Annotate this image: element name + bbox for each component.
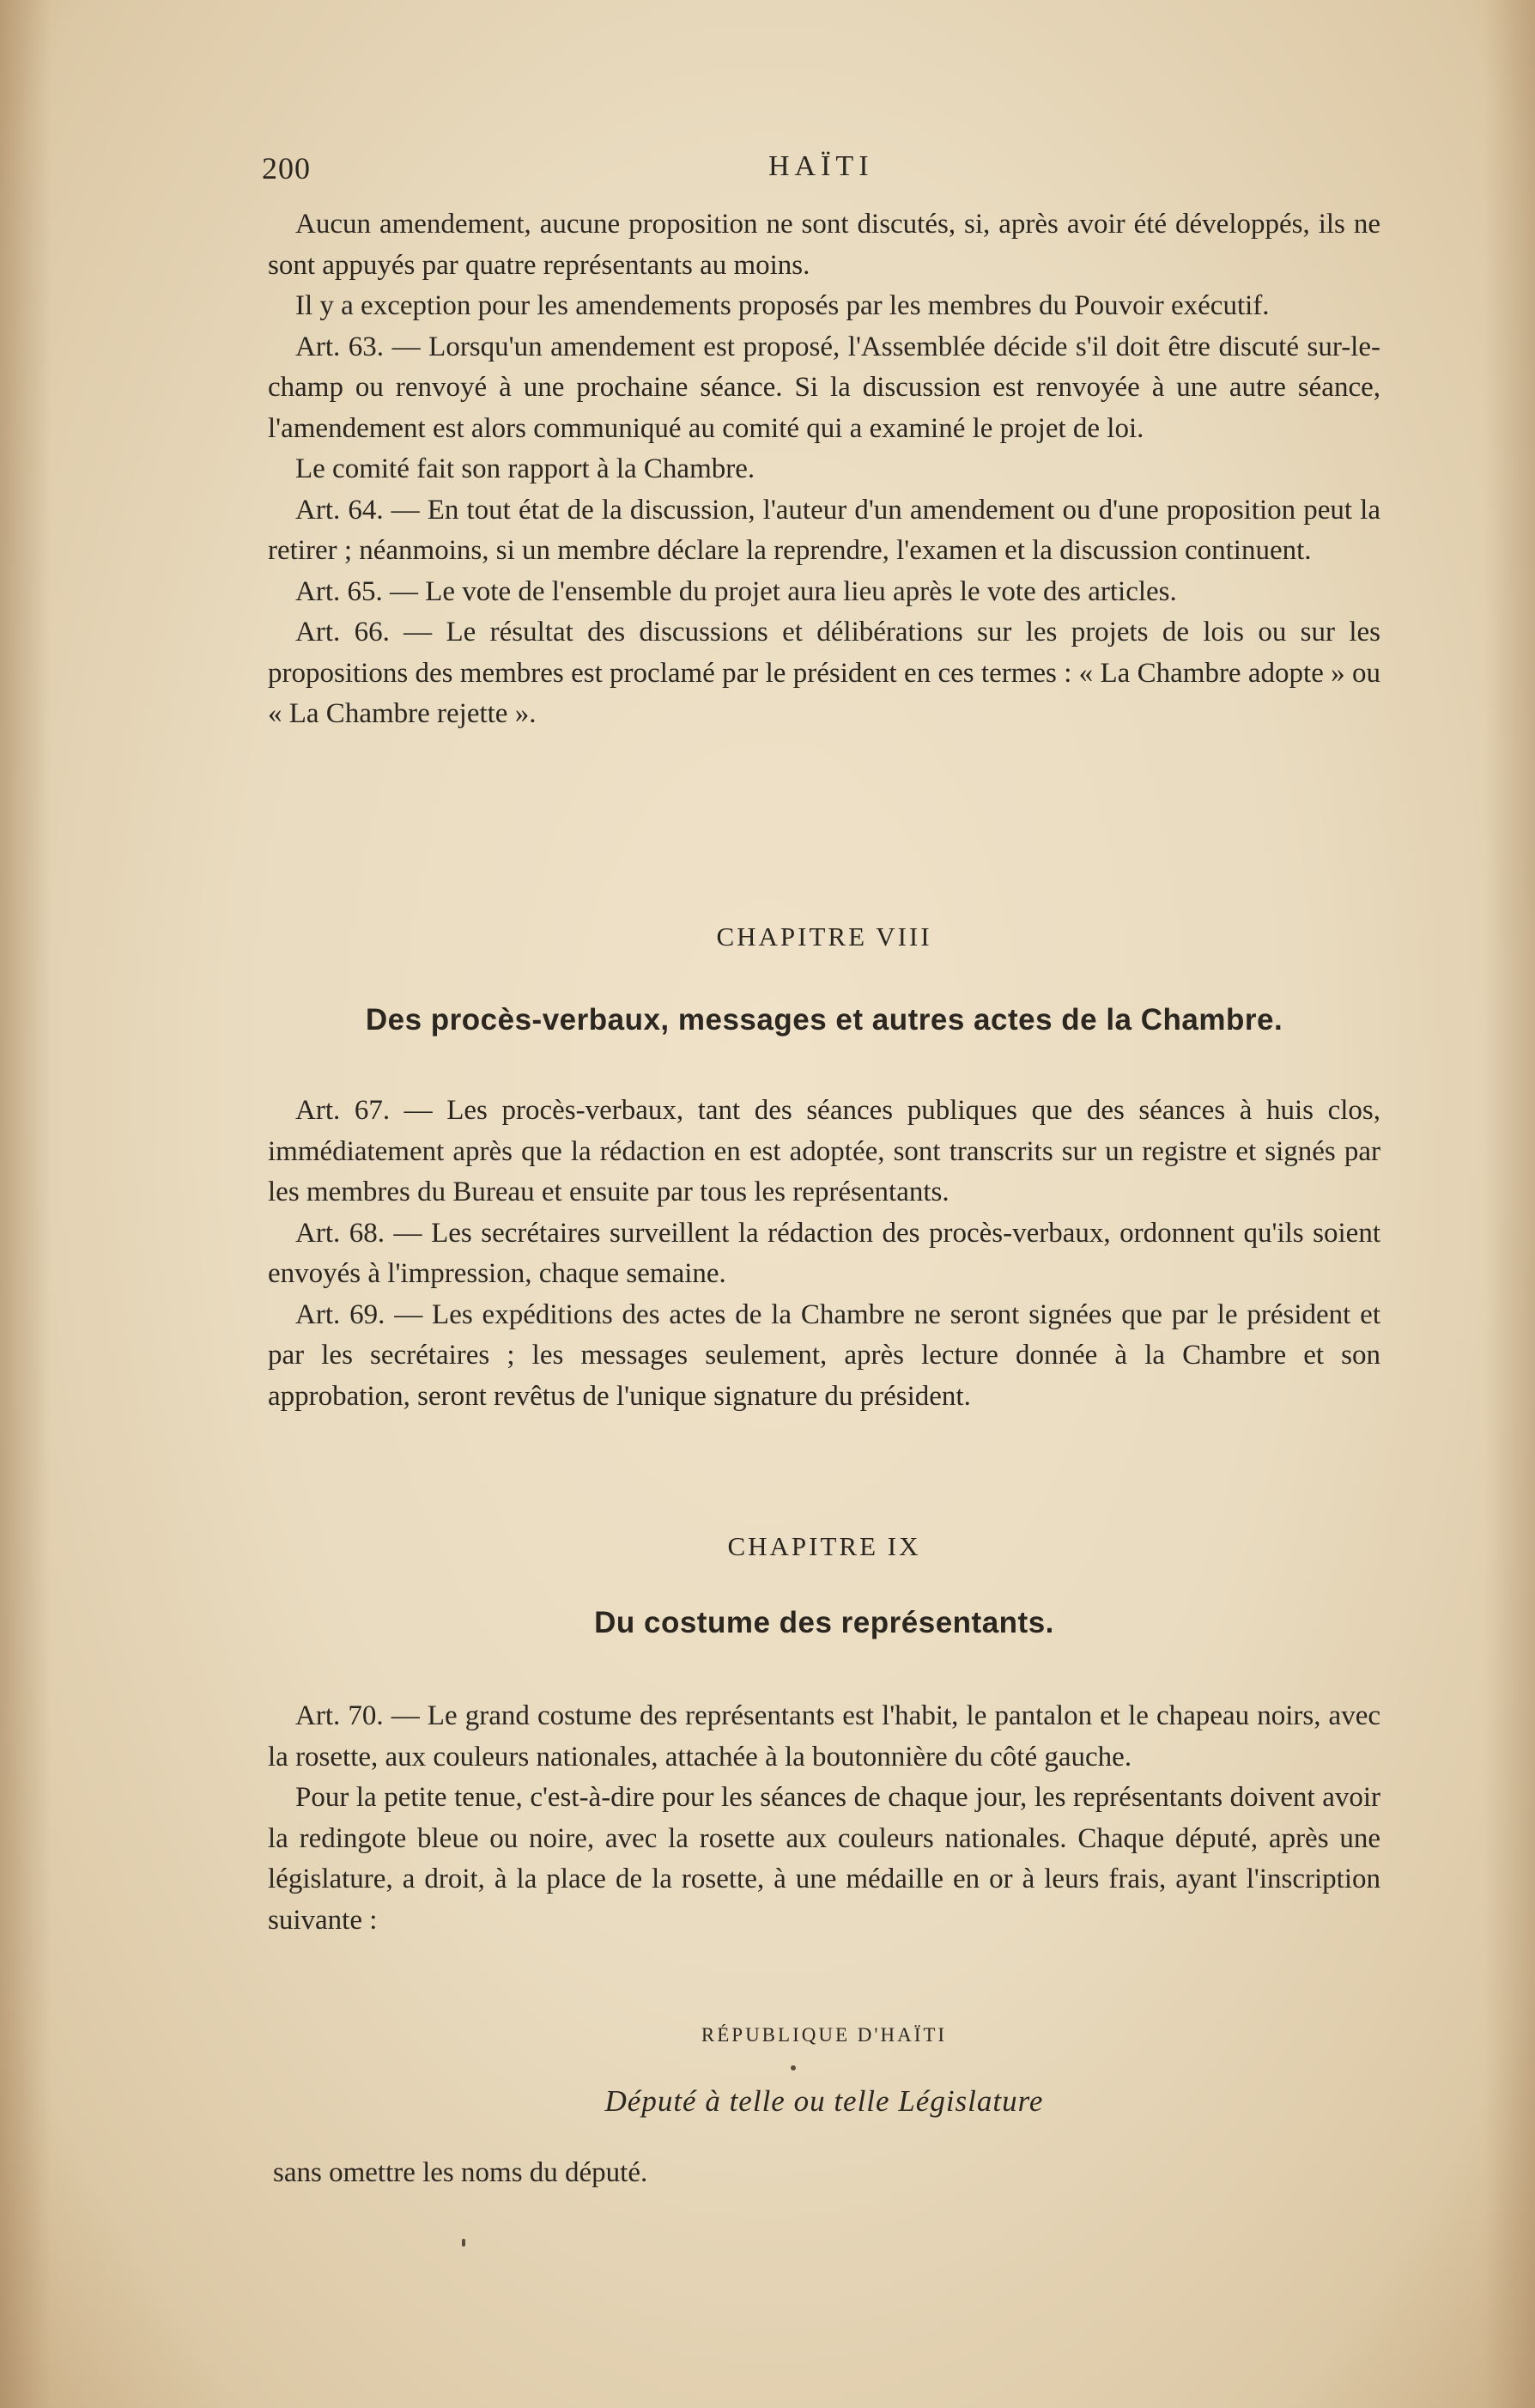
- paragraph: Art. 70. — Le grand costume des représentants est l'habit, le pantalon et le chapeau noirs, avec la rosette, aux couleurs nationales, attachée à la boutonnière du côté gauche.: [268, 1700, 1380, 1773]
- separator-dot: [791, 2065, 796, 2071]
- paragraph: Art. 68. — Les secrétaires surveillent la rédaction des procès-verbaux, ordonnent qu'ils soient envoyés à l'impression, chaque semaine.: [268, 1217, 1380, 1289]
- closing-line: sans omettre les noms du député.: [273, 2157, 648, 2188]
- text-block-articles-62-66: [268, 204, 1380, 735]
- paragraph: Art. 65. — Le vote de l'ensemble du projet aura lieu après le vote des articles.: [295, 575, 1177, 607]
- paragraph: Art. 64. — En tout état de la discussion, l'auteur d'un amendement ou d'une proposition peut la retirer ; néanmoins, si un membre déclare la reprendre, l'examen et la discussion continuent.: [268, 494, 1380, 566]
- inscription-formula: Député à telle ou telle Législature: [604, 2084, 1044, 2118]
- paragraph: Il y a exception pour les amendements proposés par les membres du Pouvoir exécutif.: [295, 290, 1270, 321]
- chapter-9-title: Du costume des représentants.: [594, 1606, 1054, 1639]
- paragraph: Le comité fait son rapport à la Chambre.: [295, 453, 755, 484]
- paragraph: Aucun amendement, aucune proposition ne sont discutés, si, après avoir été développés, ils ne sont appuyés par quatre représentants au moins.: [268, 209, 1380, 281]
- page-number: 200: [262, 151, 311, 185]
- paragraph: Art. 63. — Lorsqu'un amendement est proposé, l'Assemblée décide s'il doit être discuté sur-le-champ ou renvoyé à une prochaine séance. Si la discussion est renvoyée à une autre séance, l'amendement est alors communiqué au comité qui a examiné le projet de loi.: [268, 331, 1380, 444]
- text-block-articles-67-69: [268, 1091, 1380, 1417]
- paragraph: Pour la petite tenue, c'est-à-dire pour les séances de chaque jour, les représentants doivent avoir la redingote bleue ou noire, avec la rosette aux couleurs nationales. Chaque député, après une législature, a droit, à la place de la rosette, à une médaille en or à leurs frais, ayant l'inscription suivante :: [268, 1782, 1380, 1936]
- print-speck: [462, 2239, 465, 2247]
- paragraph: Art. 66. — Le résultat des discussions et délibérations sur les projets de lois ou sur les propositions des membres est proclamé par le président en ces termes : « La Chambre adopte » ou « La Chambre rejette ».: [268, 617, 1380, 729]
- page-header: [262, 150, 1378, 193]
- text-block-article-70: [268, 1696, 1380, 1941]
- page-edge-shadow-right: [1483, 0, 1535, 2408]
- running-head: HAÏTI: [768, 150, 874, 182]
- chapter-9-heading: CHAPITRE IX: [727, 1531, 921, 1561]
- paragraph: Art. 69. — Les expéditions des actes de la Chambre ne seront signées que par le président et par les secrétaires ; les messages seulement, après lecture donnée à la Chambre et son approbation, seront revêtus de l'unique signature du président.: [268, 1298, 1380, 1412]
- paragraph: Art. 67. — Les procès-verbaux, tant des séances publiques que des séances à huis clos, immédiatement après que la rédaction en est adoptée, sont transcrits sur un registre et signés par les membres du Bureau et ensuite par tous les représentants.: [268, 1095, 1380, 1207]
- chapter-8-title: Des procès-verbaux, messages et autres actes de la Chambre.: [365, 1003, 1283, 1037]
- chapter-8-heading: CHAPITRE VIII: [716, 921, 932, 952]
- page-edge-shadow-left: [0, 0, 52, 2408]
- inscription-republic: RÉPUBLIQUE D'HAÏTI: [701, 2024, 948, 2046]
